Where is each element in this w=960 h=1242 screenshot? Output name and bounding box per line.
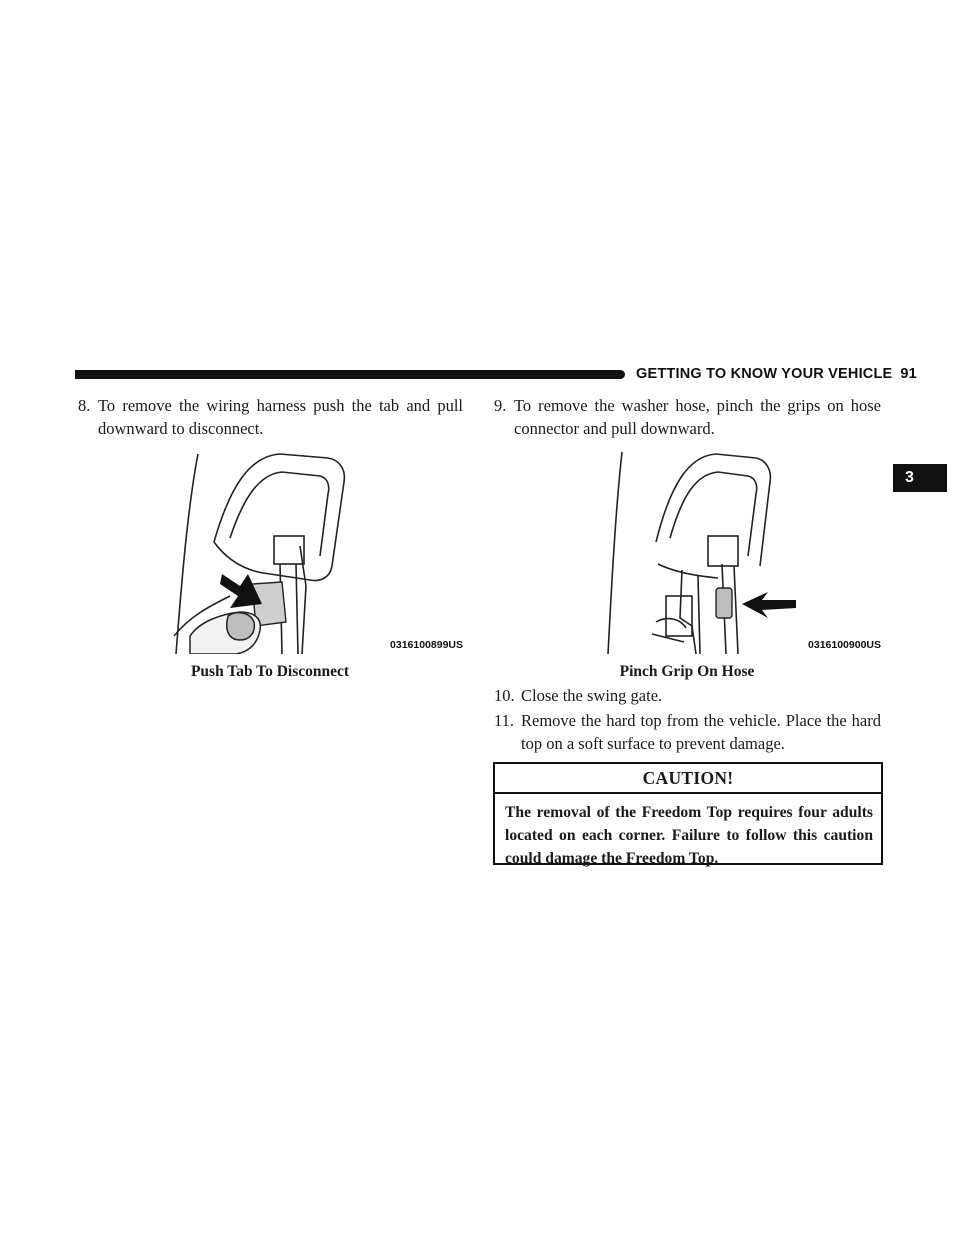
step-text: To remove the washer hose, pinch the grips on hose connector and pull downward.: [514, 396, 881, 438]
step-number: 9.: [494, 396, 507, 415]
step-number: 8.: [78, 396, 91, 415]
figure-code: 0316100899US: [387, 639, 463, 651]
step-text: Close the swing gate.: [521, 686, 663, 705]
caution-text: The removal of the Freedom Top requires four adults located on each corner. Failure to follow this caution could damage the Freedom Top.: [505, 804, 873, 867]
wiring-harness-illustration: [170, 446, 463, 654]
step-number: 10.: [494, 686, 515, 705]
step-number: 11.: [494, 711, 515, 730]
header-rule: [75, 370, 625, 379]
figure-caption: Push Tab To Disconnect: [190, 663, 350, 680]
chapter-tab: 3: [893, 464, 947, 492]
step-8: [78, 394, 463, 440]
step-9: [494, 394, 881, 440]
figure-push-tab: [170, 446, 463, 654]
step-11: [494, 709, 881, 755]
step-10: [494, 684, 881, 707]
washer-hose-illustration: [596, 446, 881, 654]
figure-code: 0316100900US: [805, 639, 881, 651]
page-number: 91: [900, 366, 917, 382]
caution-box: [493, 762, 883, 865]
figure-caption: Pinch Grip On Hose: [619, 663, 755, 680]
caution-title: CAUTION!: [495, 764, 881, 794]
step-text: To remove the wiring harness push the tab and pull downward to disconnect.: [98, 396, 463, 438]
step-text: Remove the hard top from the vehicle. Place the hard top on a soft surface to prevent damage.: [521, 711, 881, 753]
figure-pinch-grip: [596, 446, 881, 654]
section-title: GETTING TO KNOW YOUR VEHICLE: [636, 366, 893, 382]
running-header: [636, 366, 917, 382]
